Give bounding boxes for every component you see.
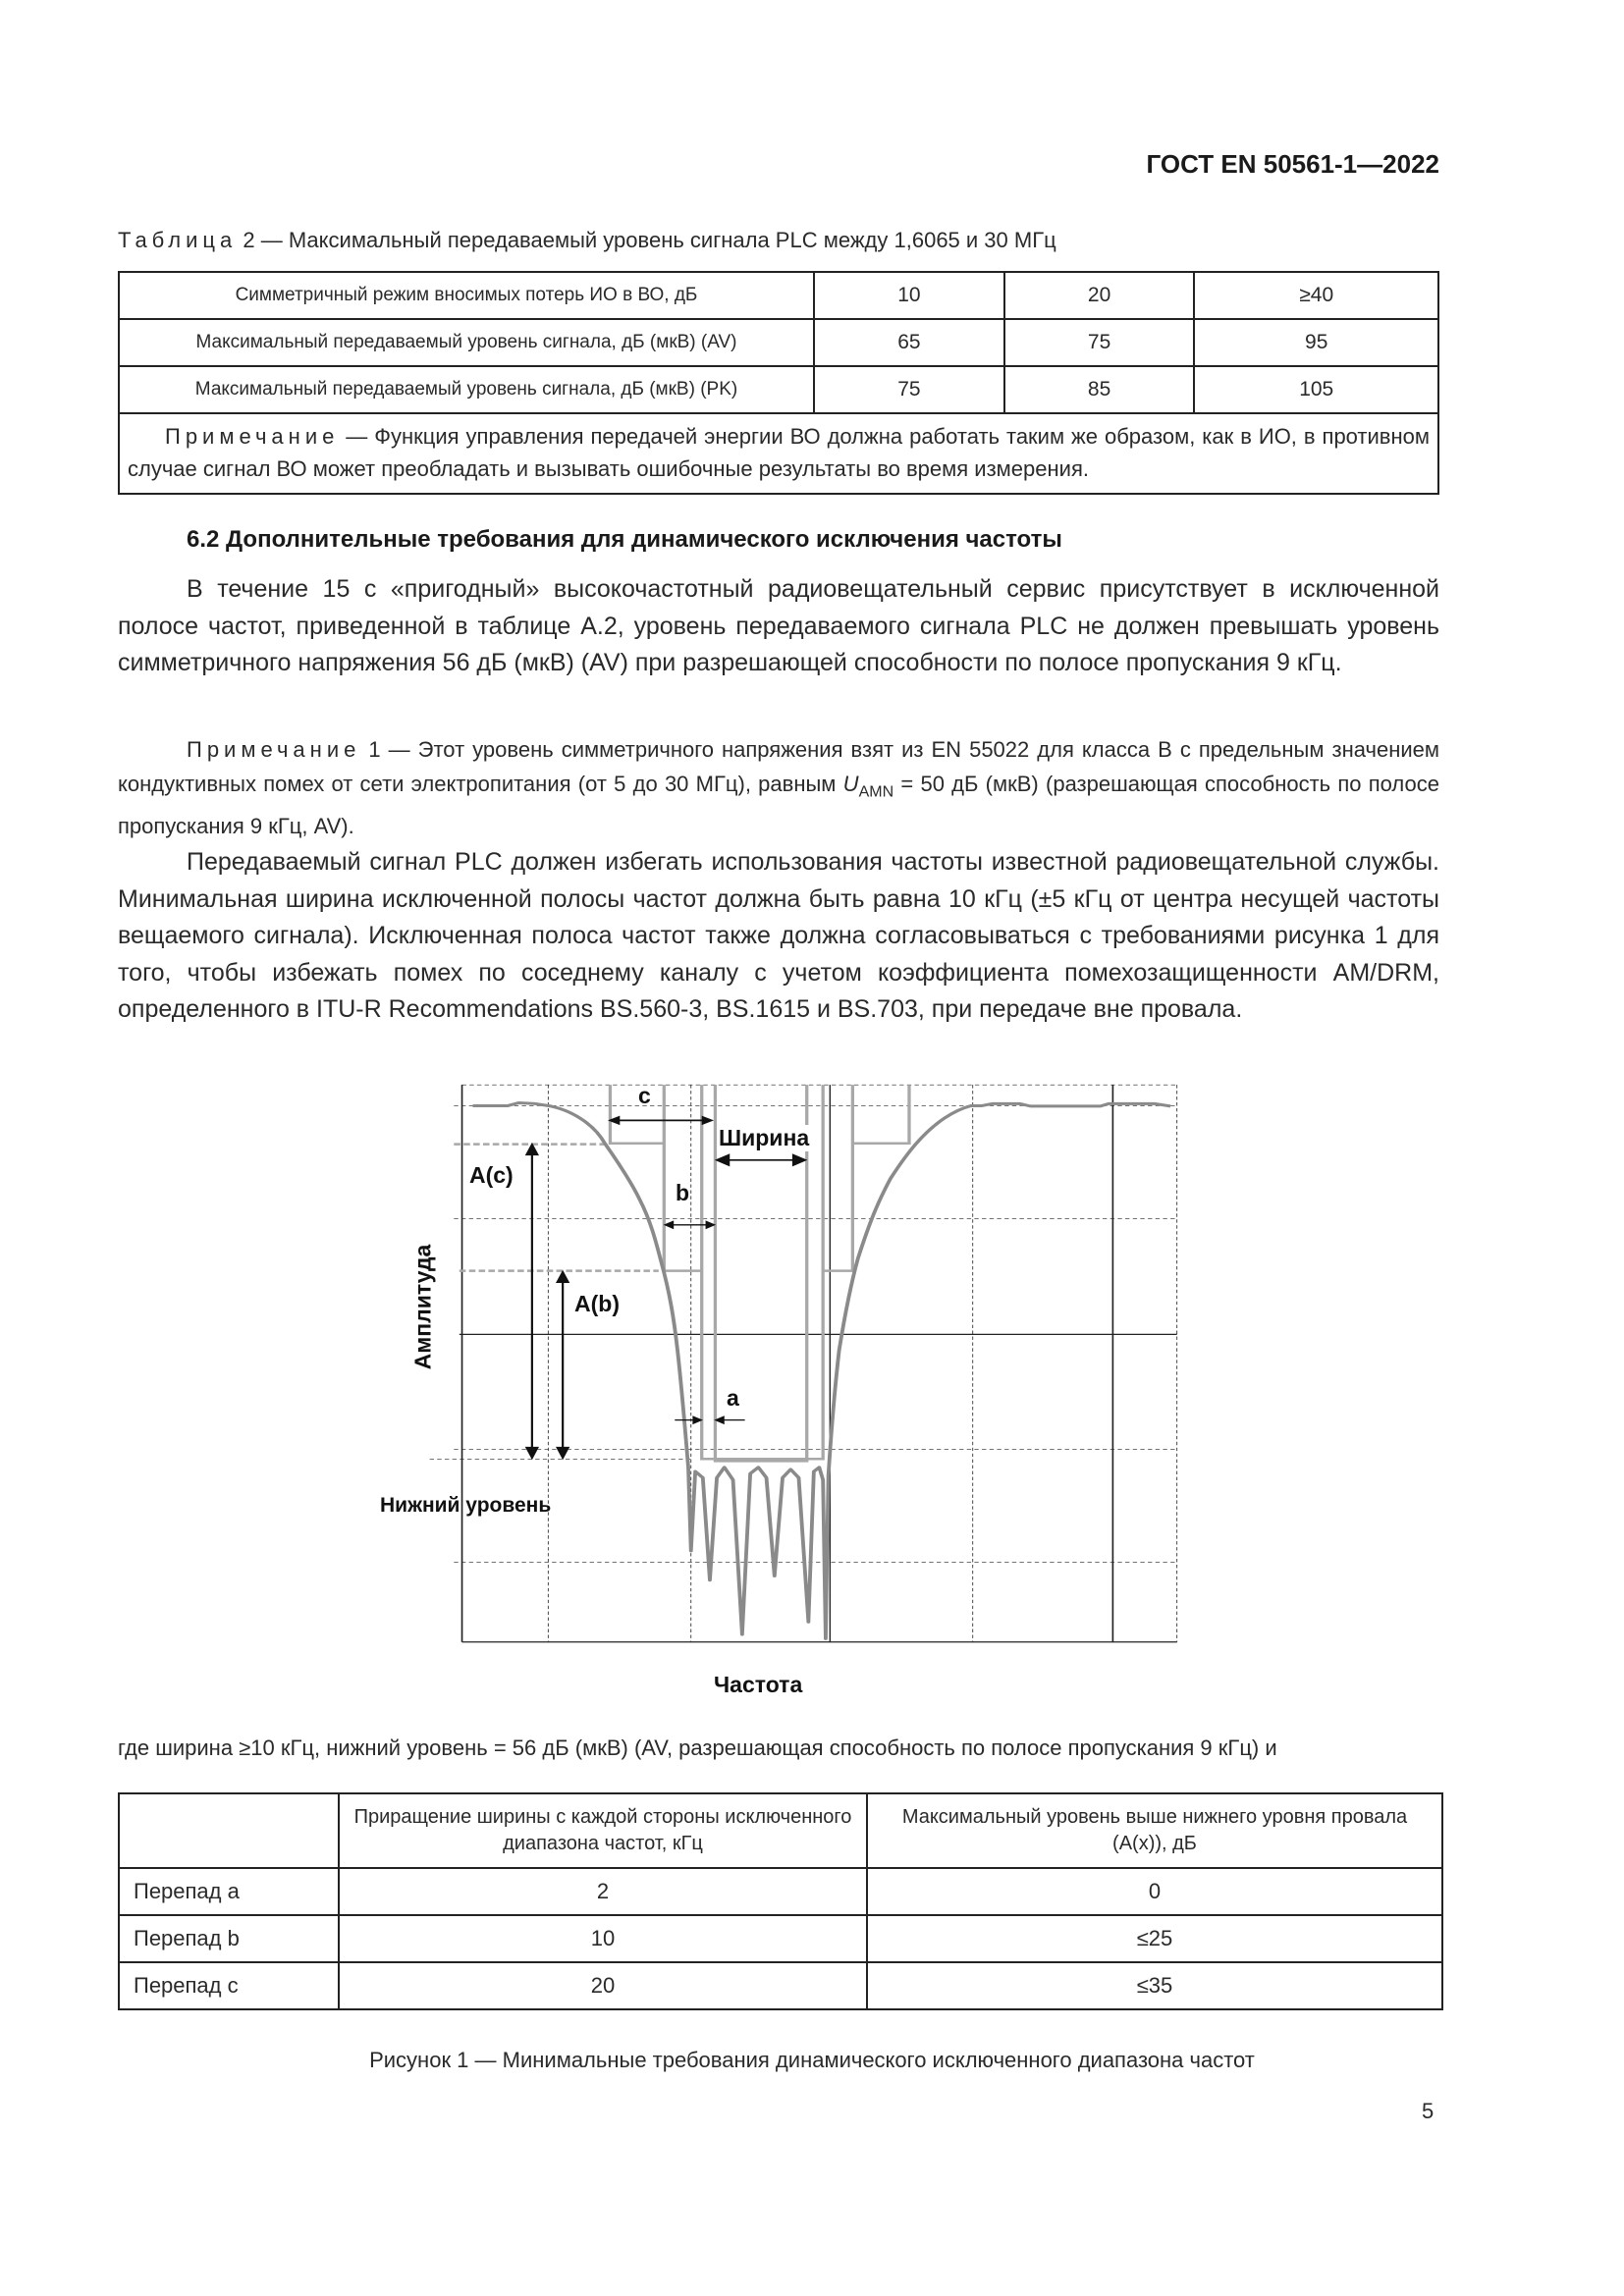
label-b: b: [676, 1180, 690, 1205]
label-a: a: [727, 1385, 739, 1411]
mask-step-b-right: [823, 1085, 852, 1270]
arrowhead: [526, 1448, 537, 1458]
row-label: Максимальный передаваемый уровень сигнала, дБ (мкВ) (AV): [119, 319, 814, 366]
where-text: где ширина ≥10 кГц, нижний уровень = 56 дБ (мкВ) (AV, разрешающая способность по полосе пропускания 9 кГц) и: [118, 1735, 1277, 1760]
lower-level-label: Нижний уровень: [380, 1494, 552, 1517]
note1-prefix: Примечание: [187, 737, 361, 762]
table1-caption: [118, 228, 1056, 253]
label-c: c: [638, 1083, 651, 1108]
label-width: Ширина: [719, 1125, 810, 1150]
note-prefix: Примечание: [165, 424, 340, 449]
signal-level-table: [118, 271, 1439, 495]
table-note-row: [119, 413, 1438, 494]
mask-step-b-left: [664, 1144, 701, 1271]
cell: Перепад c: [119, 1962, 339, 2009]
arrowhead: [666, 1222, 673, 1228]
cell: 95: [1194, 319, 1438, 366]
arrowhead: [707, 1222, 714, 1228]
table-row: [119, 1868, 1442, 1915]
arrowhead: [717, 1155, 729, 1165]
table-row: [119, 1962, 1442, 2009]
paragraph-1: В течение 15 с «пригодный» высокочастотный радиовещательный сервис присутствует в исключенной полосе частот, приведенной в таблице А.2, уровень передаваемого сигнала PLC не должен превышать уровень симметричного напряжения 56 дБ (мкВ) (AV) при разрешающей способности по полосе пропускания 9 кГц.: [118, 575, 1439, 677]
note1-text: 1 — Этот уровень симметричного напряжения взят из EN 55022 для класса В с предельным значением кондуктивных помех от сети электропитания (от 5 до 30 МГц), равным: [118, 737, 1439, 796]
arrowhead: [793, 1155, 805, 1165]
note-1: [118, 732, 1439, 843]
cell: Перепад а: [119, 1868, 339, 1915]
cell: Перепад b: [119, 1915, 339, 1962]
cell: 75: [814, 366, 1004, 413]
cell: 20: [339, 1962, 867, 2009]
cell: 105: [1194, 366, 1438, 413]
section-heading: 6.2 Дополнительные требования для динамического исключения частоты: [187, 526, 1062, 553]
table-row: [119, 319, 1438, 366]
note-text: — Функция управления передачей энергии ВО должна работать таким же образом, как в ИО, в противном случае сигнал ВО может преобладать и вызывать ошибочные результаты во время измерения.: [128, 424, 1430, 481]
table-row: [119, 272, 1438, 319]
cell: ≤35: [867, 1962, 1442, 2009]
arrowhead: [717, 1417, 724, 1423]
table-header-row: [119, 1793, 1442, 1868]
paragraph-2: Передаваемый сигнал PLC должен избегать использования частоты известной радиовещательной службы. Минимальная ширина исключенной полосы частот должна быть равна 10 кГц (±5 кГц от центра несущей частоты вещаемого сигнала). Исключенная полоса частот также должна согласовываться с требованиями рисунка 1 для того, чтобы избежать помех по соседнему каналу с учетом коэффициента помехозащищенности AM/DRM, определенного в ITU-R Recommendations BS.560-3, BS.1615 и BS.703, при передаче вне провала.: [118, 848, 1439, 1024]
arrowhead: [703, 1117, 712, 1124]
arrowhead: [558, 1448, 568, 1458]
note1-symbol: U: [842, 772, 859, 796]
cell: 10: [814, 272, 1004, 319]
table-row: [119, 366, 1438, 413]
figure-caption: Рисунок 1 — Минимальные требования динамического исключенного диапазона частот: [369, 2048, 1255, 2072]
standard-number: ГОСТ EN 50561-1—2022: [1146, 149, 1439, 179]
notch-step-table: [118, 1792, 1443, 2010]
page-number: 5: [1422, 2099, 1435, 2123]
table-note: [119, 413, 1438, 494]
label-a-b: A(b): [574, 1291, 620, 1316]
mask-step-c-left: [610, 1085, 664, 1144]
note1-subscript: AMN: [858, 783, 894, 801]
label-a-c: A(c): [469, 1162, 514, 1188]
cell: 65: [814, 319, 1004, 366]
y-axis-label: Амплитуда: [409, 1244, 436, 1370]
cell: 0: [867, 1868, 1442, 1915]
cell: 75: [1004, 319, 1195, 366]
header-cell: [119, 1793, 339, 1868]
cell: 2: [339, 1868, 867, 1915]
cell: ≤25: [867, 1915, 1442, 1962]
table-row: [119, 1915, 1442, 1962]
table1-caption-prefix: Таблица: [118, 228, 238, 252]
header-cell: Максимальный уровень выше нижнего уровня провала (A(x)), дБ: [867, 1793, 1442, 1868]
row-label: Симметричный режим вносимых потерь ИО в ВО, дБ: [119, 272, 814, 319]
cell: 20: [1004, 272, 1195, 319]
note1-text-end: = 50 дБ (мкВ) (разрешающая способность по полосе пропускания 9 кГц, AV).: [118, 772, 1439, 839]
mask-step-c-right: [852, 1085, 909, 1144]
arrowhead: [693, 1417, 700, 1423]
cell: 85: [1004, 366, 1195, 413]
arrowhead: [558, 1272, 568, 1282]
cell: 10: [339, 1915, 867, 1962]
cell: ≥40: [1194, 272, 1438, 319]
header-cell: Приращение ширины с каждой стороны исключенного диапазона частот, кГц: [339, 1793, 867, 1868]
table1-caption-text: 2 — Максимальный передаваемый уровень сигнала PLC между 1,6065 и 30 МГц: [243, 228, 1056, 252]
row-label: Максимальный передаваемый уровень сигнала, дБ (мкВ) (PK): [119, 366, 814, 413]
arrowhead: [526, 1145, 537, 1154]
x-axis-label: Частота: [714, 1672, 803, 1697]
